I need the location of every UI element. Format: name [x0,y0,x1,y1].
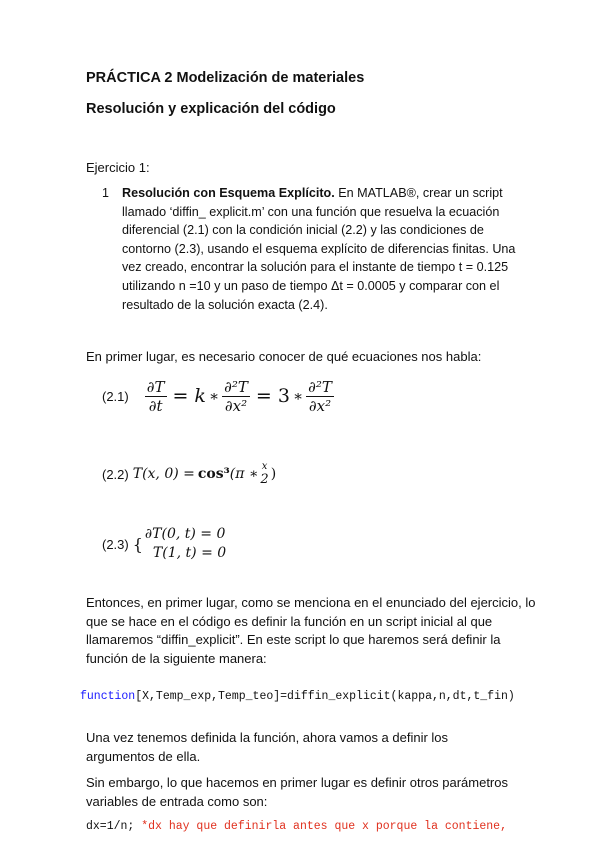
denominator: 2 [260,472,269,487]
code-keyword: function [80,690,136,703]
denominator: ∂x² [308,396,332,415]
brace: { [132,534,143,554]
numerator: ∂²T [224,377,248,396]
paragraph-definition [86,594,535,668]
paragraph-line: Una vez tenemos definida la función, ahora vamos a definir los [86,730,449,745]
times-sign: ∗ [292,387,304,405]
exercise-heading: Ejercicio 1: [86,160,150,175]
code-text: [X,Temp_exp,Temp_teo]=diffin_explicit(kappa,n,dt,t_fin) [135,690,515,703]
paragraph-line: llamaremos “diffin_explicit”. En este script lo que haremos será definir la [86,632,501,648]
numerator: ∂T [146,377,165,396]
page-subtitle: Resolución y explicación del código [86,101,336,117]
item-body: En MATLAB®, crear un script llamado ‘diffin_ explicit.m’ con una función que resuelva la ecuación diferencial (2.1) con la condición inicial (2.2) y las condiciones de contorno (2.3), usando el esquema explícito de diferencias finitas. Una vez creado, encontrar la solución para el instante de tiempo t = 0.125 utilizando n =10 y un paso de tiempo Δt = 0.0005 y comparar con el resultado de la solución exacta (2.4). [122,186,516,312]
list-item [122,184,522,314]
cosine-term: cos³ [197,466,230,482]
paragraph-line: Sin embargo, lo que hacemos en primer lugar es definir otros parámetros [86,775,508,790]
paragraph-line: variables de entrada como son: [86,793,268,809]
equation-2-3 [102,524,226,564]
argument-close: ) [270,466,277,482]
page-title: PRÁCTICA 2 Modelización de materiales [86,70,365,86]
equation-2-1 [102,370,334,422]
code-comment: *dx hay que definirla antes que x porque la contiene, [141,820,507,833]
equation-label: (2.1) [102,388,129,404]
equation-lhs: T(x, 0) = [132,466,195,482]
equation-label: (2.3) [102,536,129,552]
boundary-conditions [145,525,226,563]
code-text: dx=1/n; [86,820,142,833]
paragraph-line: función de la siguiente manera: [86,650,267,666]
paragraph-line: argumentos de ella. [86,748,201,764]
equals-sign: = [172,385,189,407]
times-sign: ∗ [208,387,220,405]
fraction [258,461,270,487]
denominator: ∂t [148,396,163,415]
equation-label: (2.2) [102,466,129,482]
fraction [306,378,334,415]
intro-text: En primer lugar, es necesario conocer de qué ecuaciones nos habla: [86,349,482,364]
paragraph-arguments [86,729,448,766]
fraction [222,378,250,415]
list-item-number: 1 [102,186,109,200]
equation-2-2 [102,456,276,492]
code-dx-definition [86,820,507,833]
coefficient: 3 [277,385,290,407]
condition-2: T(1, t) = 0 [152,545,227,561]
paragraph-parameters [86,774,508,811]
fraction [145,378,167,415]
denominator: ∂x² [224,396,248,415]
kappa-symbol: k [194,385,206,407]
item-lead: Resolución con Esquema Explícito. [122,186,335,200]
code-function-signature [80,690,515,703]
equals-sign: = [255,385,272,407]
condition-1: ∂T(0, t) = 0 [144,526,226,542]
numerator: ∂²T [308,377,332,396]
argument-open: (π ∗ [229,466,259,482]
paragraph-line: que se hace en el código es definir la función en un script inicial al que [86,613,493,629]
numerator: x [261,461,268,472]
paragraph-line: Entonces, en primer lugar, como se menciona en el enunciado del ejercicio, lo [86,595,536,610]
